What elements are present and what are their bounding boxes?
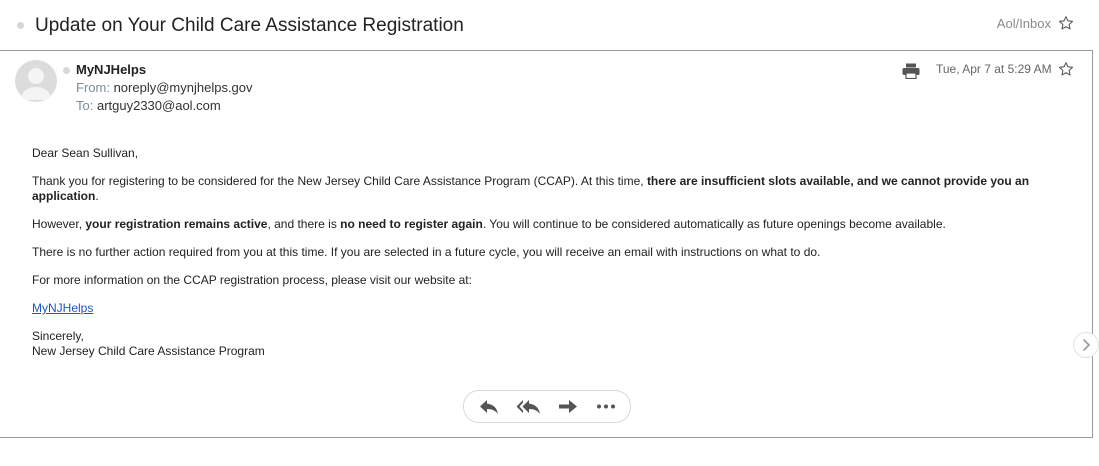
message-card (0, 50, 1093, 438)
star-icon[interactable] (1058, 61, 1074, 77)
paragraph-registration-active: However, your registration remains active, and there is no need to register again. You will continue to be considered automatically as future openings become available. (32, 217, 946, 231)
to-address[interactable]: artguy2330@aol.com (96, 98, 221, 113)
signature: New Jersey Child Care Assistance Program (32, 344, 265, 358)
status-dot (63, 67, 70, 74)
message-subject-bar (0, 0, 1099, 50)
to-line (76, 98, 221, 113)
paragraph-insufficient-slots: Thank you for registering to be considered for the New Jersey Child Care Assistance Program (CCAP). At this time, there are insufficient slots available, and we cannot provide you an application. (32, 174, 1030, 203)
from-address[interactable]: noreply@mynjhelps.gov (113, 80, 253, 95)
print-icon[interactable] (902, 63, 920, 79)
subject: Update on Your Child Care Assistance Registration (35, 15, 464, 36)
person-icon (15, 60, 57, 102)
to-label: To: (76, 98, 94, 113)
more-icon[interactable] (595, 398, 617, 415)
website-link[interactable]: MyNJHelps (32, 301, 94, 315)
closing: Sincerely, (32, 329, 84, 343)
greeting: Dear Sean Sullivan, (32, 146, 139, 160)
reply-all-icon[interactable] (516, 398, 542, 415)
chevron-right-icon (1074, 333, 1098, 357)
star-icon[interactable] (1058, 15, 1074, 31)
sender-name[interactable]: MyNJHelps (76, 62, 147, 77)
reply-icon[interactable] (478, 398, 500, 415)
next-message-button[interactable] (1073, 332, 1099, 358)
from-line (76, 80, 253, 95)
message-date: Tue, Apr 7 at 5:29 AM (936, 62, 1052, 76)
avatar (15, 60, 57, 102)
paragraph-no-action: There is no further action required from you at this time. If you are selected in a future cycle, you will receive an email with instructions on what to do. (32, 245, 821, 259)
paragraph-more-info: For more information on the CCAP registration process, please visit our website at: (32, 273, 472, 287)
message-actions (463, 390, 631, 423)
message-body (32, 146, 1062, 372)
folder-path[interactable]: Aol/Inbox (996, 16, 1051, 31)
unread-dot (17, 22, 24, 29)
forward-icon[interactable] (557, 398, 579, 415)
from-label: From: (76, 80, 110, 95)
